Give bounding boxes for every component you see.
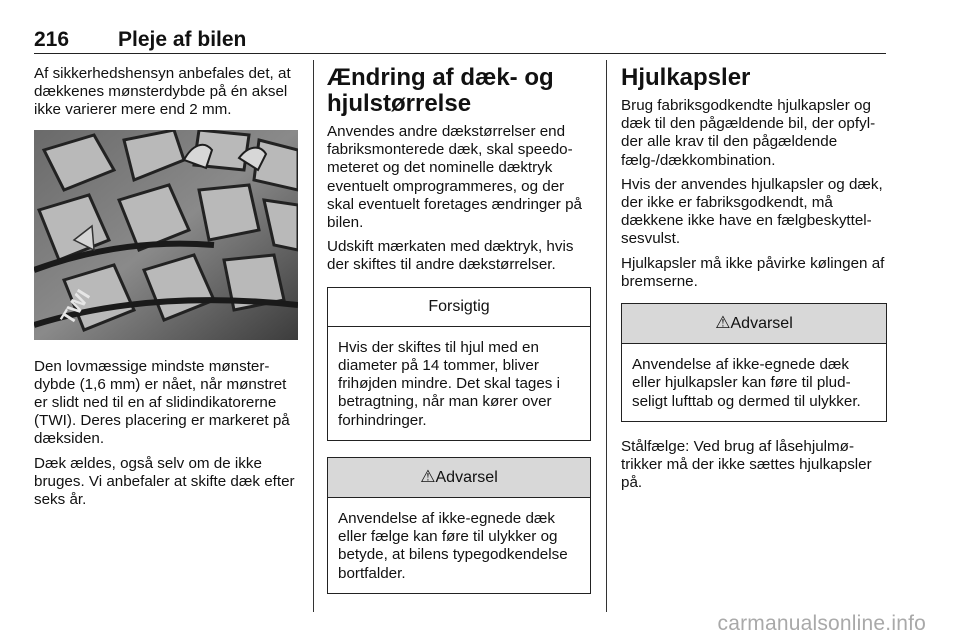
chapter-title: Pleje af bilen bbox=[118, 28, 247, 51]
warning-text: Anvendelse af ikke-egnede dæk eller hjulkapsler kan føre til pludseligt lufttab og dermed til ulykker. bbox=[632, 356, 861, 410]
tire-age-paragraph: Dæk ældes, også selv om de ikke bruges. Vi anbefaler at skifte dæk efter seks år. bbox=[34, 454, 295, 509]
warning-header bbox=[328, 458, 590, 498]
hubcaps-paragraph-2: Hvis der anvendes hjulkapsler og dæk, der ikke er fabriksgodkendt, må dækkene ikke have en fælgbeskyttelsesvulst. bbox=[621, 175, 883, 248]
twi-paragraph: Den lovmæssige mindste mønsterdybde (1,6 mm) er nået, når mønstret er slidt ned til en af slidindikatorerne (TWI). Deres placering er markeret på dæksiden. bbox=[34, 357, 290, 448]
page-header bbox=[34, 28, 886, 52]
steel-rims-paragraph: Stålfælge: Ved brug af låsehjulmøtrikker må der ikke sættes hjulkapsler på. bbox=[621, 437, 872, 492]
column-divider bbox=[313, 60, 314, 612]
hubcaps-paragraph-1: Brug fabriksgodkendte hjulkapsler og dæk til den pågældende bil, der opfylder alle krav til den pågældende fælg-/dækkombination. bbox=[621, 97, 876, 169]
warning-header bbox=[622, 304, 886, 344]
column-1 bbox=[34, 65, 300, 515]
column-2 bbox=[327, 65, 591, 610]
header-rule bbox=[34, 53, 886, 54]
column-3 bbox=[621, 65, 887, 498]
tire-size-paragraph-1: Anvendes andre dækstørrelser end fabriksmonterede dæk, skal speedometeret og det nominelle dæktryk eventuelt omprogrammeres, og der skal eventuelt foretages ændringer på bilen. bbox=[327, 123, 582, 232]
column-divider bbox=[606, 60, 607, 612]
warning-box bbox=[621, 303, 887, 422]
warning-triangle-icon: ⚠ bbox=[715, 313, 731, 333]
twi-label: TWI bbox=[56, 285, 96, 329]
warning-title: Advarsel bbox=[435, 468, 498, 486]
watermark: carmanualsonline.info bbox=[717, 612, 926, 635]
warning-title: Advarsel bbox=[730, 315, 793, 333]
tire-tread-image bbox=[34, 130, 298, 340]
caution-title: Forsigtig bbox=[328, 288, 590, 327]
caution-text: Hvis der skiftes til hjul med en diameter på 14 tommer, bliver frihøjden mindre. Det skal tages i betragtning, når man kører over forhindringer. bbox=[338, 338, 560, 429]
page-number: 216 bbox=[34, 28, 70, 51]
caution-box bbox=[327, 287, 591, 441]
intro-paragraph: Af sikkerhedshensyn anbefales det, at dækkenes mønsterdybde på én aksel ikke varierer mere end 2 mm. bbox=[34, 65, 291, 119]
warning-text: Anvendelse af ikke-egnede dæk eller fælge kan føre til ulykker og betyde, at bilens typegodkendelse bortfalder. bbox=[338, 510, 568, 582]
section-heading-hubcaps: Hjulkapsler bbox=[621, 64, 751, 91]
tire-tread-illustration bbox=[34, 130, 298, 340]
tire-size-paragraph-2: Udskift mærkaten med dæktryk, hvis der skiftes til andre dækstørrelser. bbox=[327, 238, 574, 274]
hubcaps-paragraph-3: Hjulkapsler må ikke påvirke kølingen af bremserne. bbox=[621, 254, 885, 290]
warning-box bbox=[327, 457, 591, 594]
warning-triangle-icon: ⚠ bbox=[420, 466, 436, 486]
section-heading-tire-size: Ændring af dæk- og hjulstørrelse bbox=[327, 64, 554, 117]
